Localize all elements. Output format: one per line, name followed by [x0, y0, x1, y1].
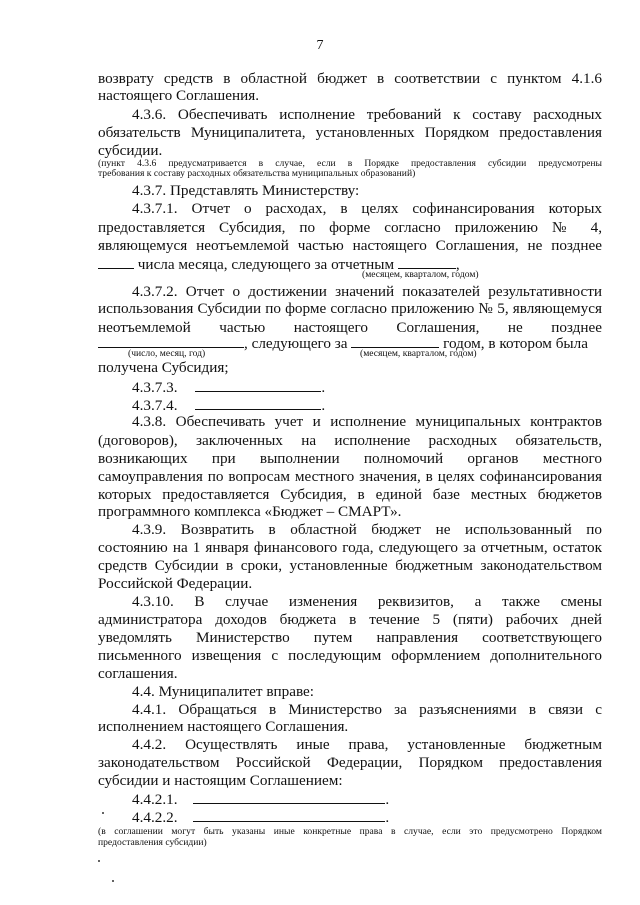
text-line: (договоров), заключенных на исполнение расходных обязательств,: [98, 432, 602, 449]
text-line: законодательством Российской Федерации, Порядком предоставления: [98, 754, 602, 771]
scan-speck: [112, 880, 114, 882]
scan-speck: [102, 812, 104, 814]
blank-field: [98, 255, 134, 269]
blank-field: [193, 790, 385, 804]
text-line: субсидии.: [98, 142, 163, 159]
clause-4-4-2: 4.4.2. Осуществлять иные права, установленные бюджетным: [132, 736, 602, 753]
blank-field: [193, 808, 385, 822]
text-line: соглашения.: [98, 665, 178, 682]
field-caption: (число, месяц, год): [128, 348, 206, 359]
clause-4-3-6: 4.3.6. Обеспечивать исполнение требований к составу расходных: [132, 106, 602, 123]
text-line: программного комплекса «Бюджет – СМАРТ».: [98, 503, 402, 520]
text-line: предоставляется Субсидия, по форме согласно приложению № 4,: [98, 219, 602, 236]
text-line: администратора доходов бюджета в течение 5 (пяти) рабочих дней: [98, 611, 602, 628]
blank-field: [195, 396, 321, 410]
footnote-line: (в соглашении могут быть указаны иные конкретные права в случае, если это предусмотрено Порядком: [98, 826, 602, 837]
text-line: числа месяца, следующего за отчетным ,: [98, 255, 602, 274]
text-line: обязательств Муниципалитета, установленных Порядком предоставления: [98, 124, 602, 141]
blank-field: [398, 255, 456, 269]
clause-4-3-7: 4.3.7. Представлять Министерству:: [132, 182, 360, 199]
clause-4-3-8: 4.3.8. Обеспечивать учет и исполнение муниципальных контрактов: [132, 413, 602, 430]
text-line: Российской Федерации.: [98, 575, 253, 592]
clause-4-4-2-1: 4.4.2.1. .: [132, 791, 390, 808]
blank-field: [195, 378, 321, 392]
clause-4-3-10: 4.3.10. В случае изменения реквизитов, а также смены: [132, 593, 602, 610]
text-line: неотъемлемой частью настоящего Соглашения, не позднее: [98, 319, 602, 336]
text-line: которых предоставляется Субсидия, в единой базе местных бюджетов: [98, 486, 602, 503]
footnote-line: предоставления субсидии): [98, 837, 207, 848]
blank-field: [351, 334, 439, 348]
text-line: самоуправления по вопросам местного значения, в целях софинансирования: [98, 468, 602, 485]
text-line: , следующего за годом, в котором была: [98, 334, 602, 353]
text-line: средств Субсидии в сроки, установленные бюджетным законодательством: [98, 557, 602, 574]
page-number: 7: [316, 38, 324, 53]
scan-speck: [98, 860, 100, 862]
field-caption: (месяцем, кварталом, годом): [360, 348, 477, 359]
clause-4-3-7-3: 4.3.7.3. .: [132, 379, 326, 396]
clause-4-3-7-1: 4.3.7.1. Отчет о расходах, в целях софинансирования которых: [132, 200, 602, 217]
text-line: использования Субсидии по форме согласно приложению № 5, являющемуся: [98, 300, 602, 317]
footnote-line: требования к составу расходных обязательства муниципальных образований): [98, 168, 416, 179]
clause-4-4-2-2: 4.4.2.2. .: [132, 809, 390, 826]
text-line: являющемуся неотъемлемой частью настоящего Соглашения, не позднее: [98, 237, 602, 254]
blank-field: [98, 334, 244, 348]
clause-4-3-7-4: 4.3.7.4. .: [132, 397, 326, 414]
text-line: состоянию на 1 января финансового года, следующего за отчетным, остаток: [98, 539, 602, 556]
text-line: получена Субсидия;: [98, 359, 229, 376]
clause-4-3-7-2: 4.3.7.2. Отчет о достижении значений показателей результативности: [132, 283, 602, 300]
field-caption: (месяцем, кварталом, годом): [362, 269, 479, 280]
text-line: настоящего Соглашения.: [98, 87, 259, 104]
text-line: уведомлять Министерство путем направления соответствующего: [98, 629, 602, 646]
clause-4-4: 4.4. Муниципалитет вправе:: [132, 683, 315, 700]
text-line: письменного извещения с последующим оформлением дополнительного: [98, 647, 602, 664]
text-line: субсидии и настоящим Соглашением:: [98, 772, 343, 789]
text-line: исполнением настоящего Соглашения.: [98, 718, 349, 735]
clause-4-4-1: 4.4.1. Обращаться в Министерство за разъяснениями в связи с: [132, 701, 602, 718]
text-line: возникающих при выполнении полномочий органов местного: [98, 450, 602, 467]
clause-4-3-9: 4.3.9. Возвратить в областной бюджет не использованный по: [132, 521, 602, 538]
footnote-line: (пункт 4.3.6 предусматривается в случае, если в Порядке предоставления субсидии предусмотрены: [98, 158, 602, 169]
text-line: возврату средств в областной бюджет в соответствии с пунктом 4.1.6: [98, 70, 602, 87]
